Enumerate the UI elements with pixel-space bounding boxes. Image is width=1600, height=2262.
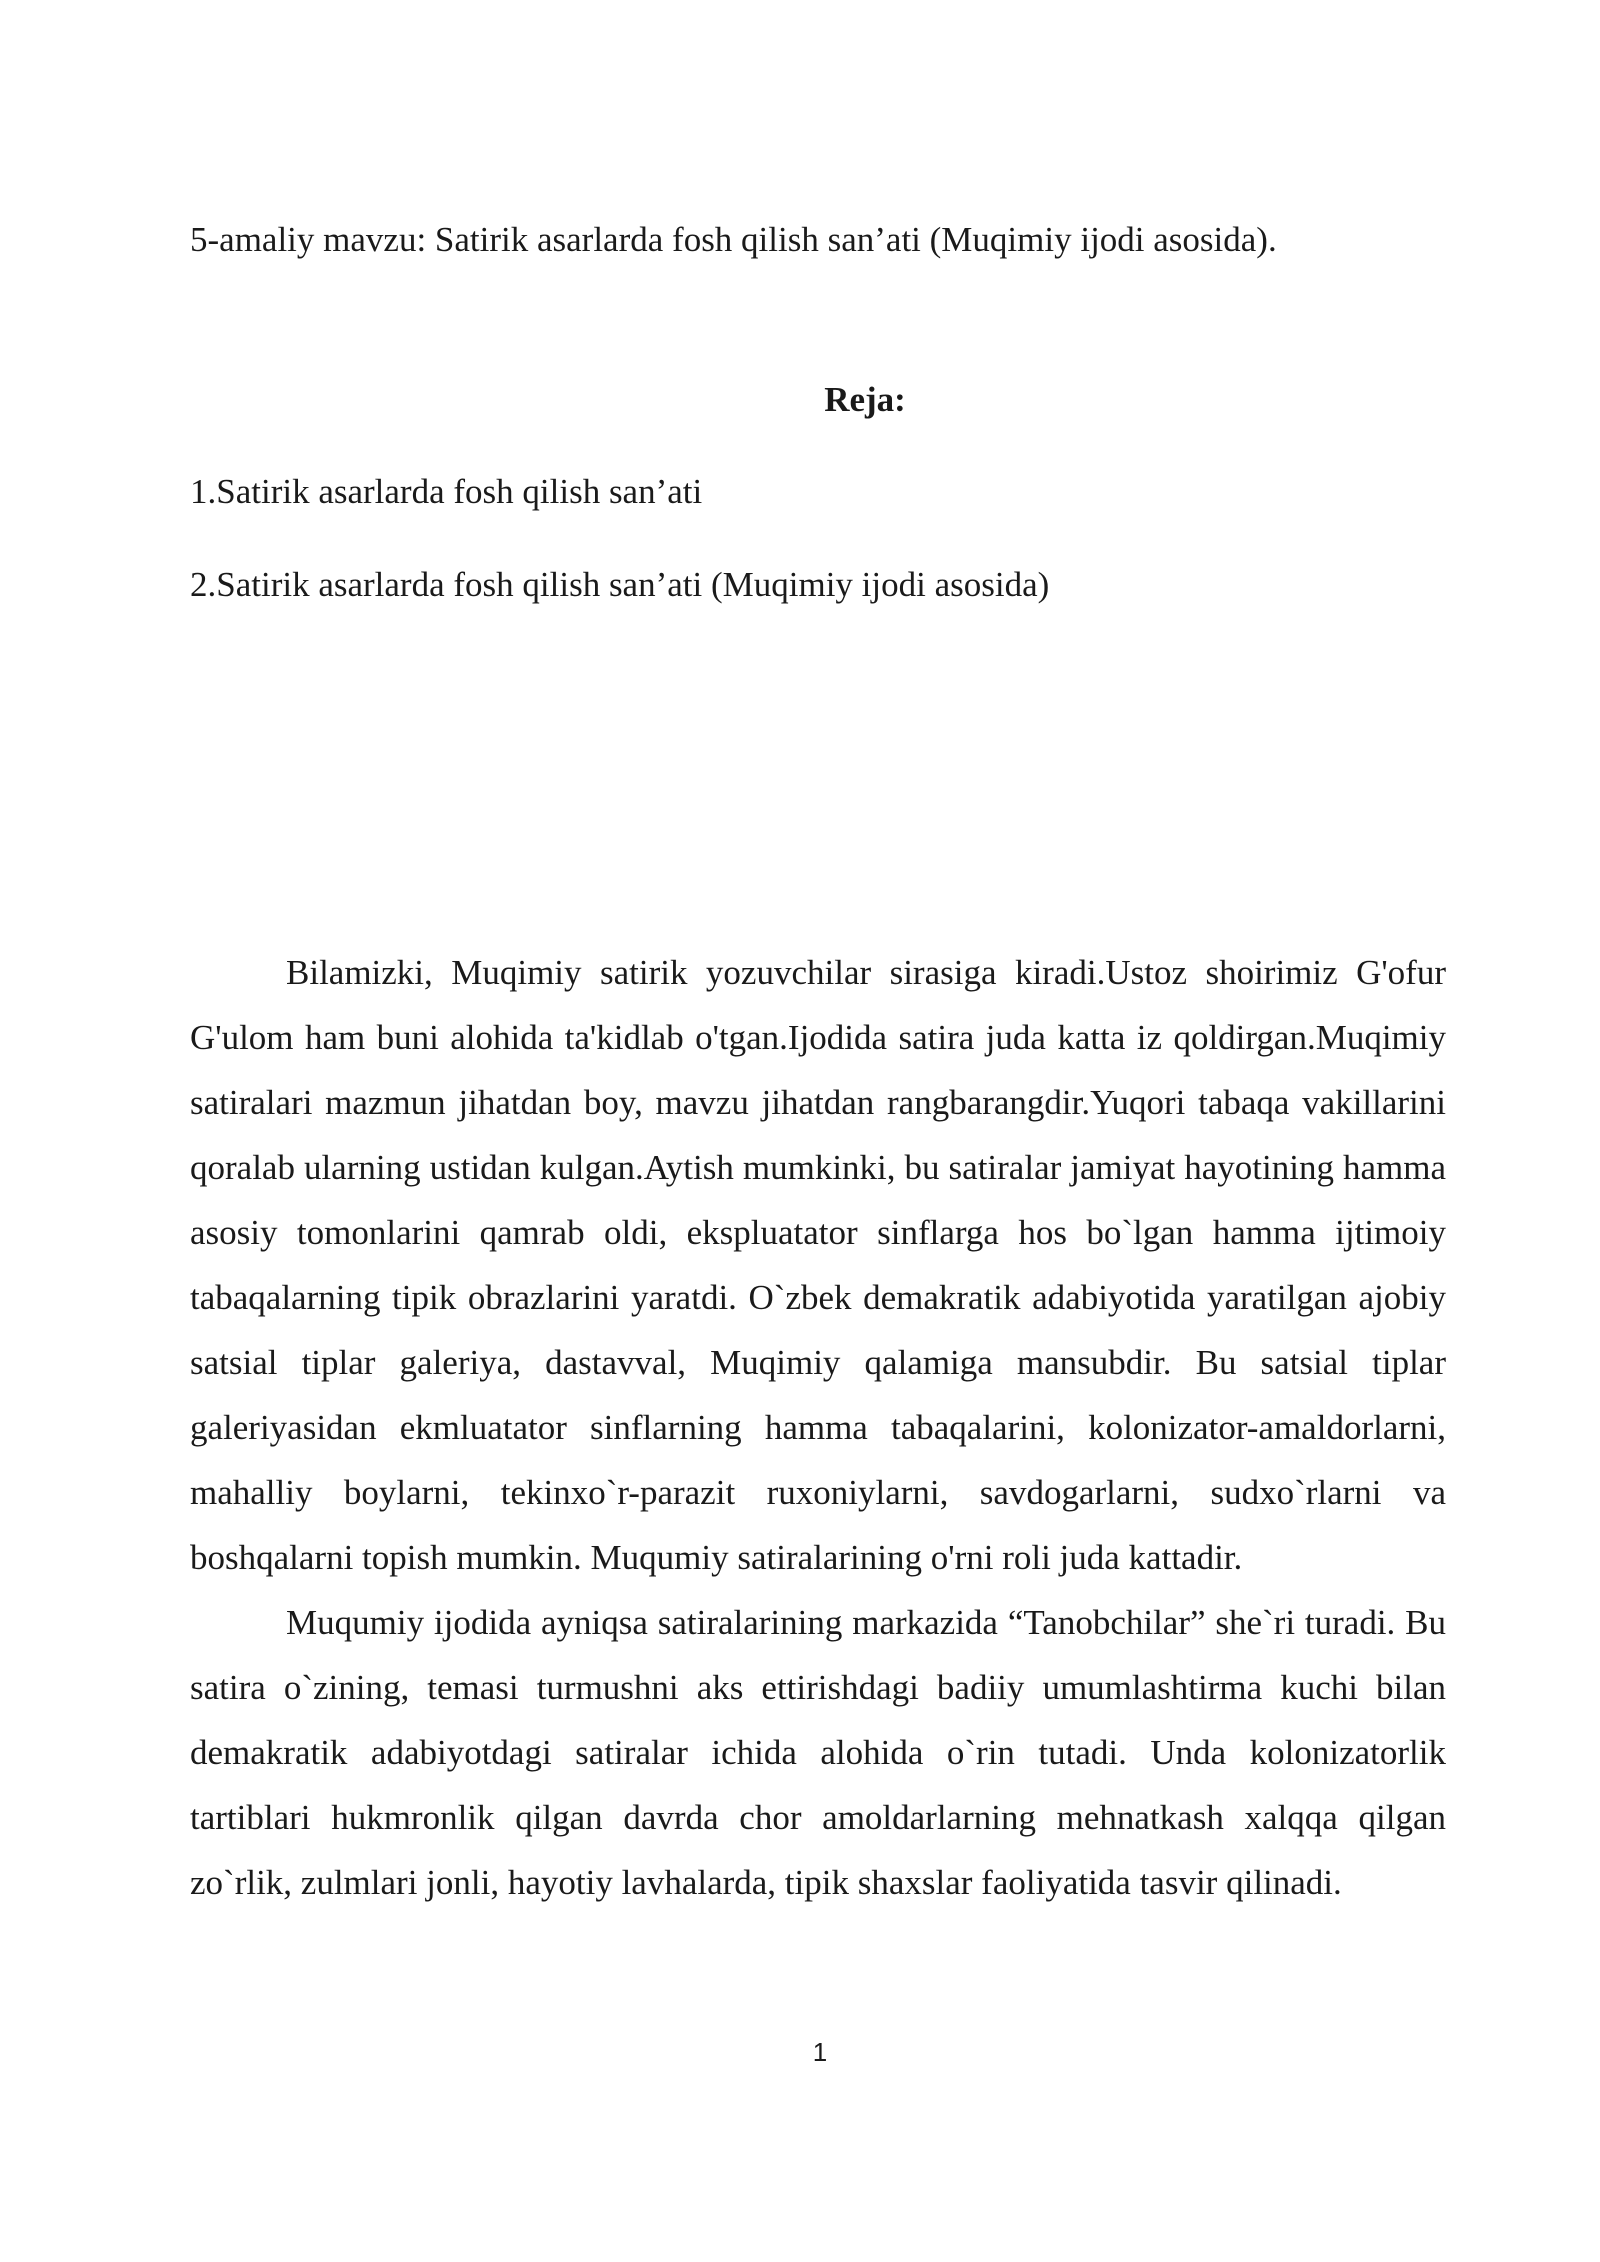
plan-heading: Reja:	[824, 380, 906, 419]
body-paragraph: Bilamizki, Muqimiy satirik yozuvchilar sirasiga kiradi.Ustoz shoirimiz G'ofur G'ulom ham buni alohida ta'kidlab o'tgan.Ijodida satira juda katta iz qoldirgan.Muqimiy satiralari mazmun jihatdan boy, mavzu jihatdan rangbarangdir.Yuqori tabaqa vakillarini qoralab ularning ustidan kulgan.Aytish mumkinki, bu satiralar jamiyat hayotining hamma asosiy tomonlarini qamrab oldi, ekspluatator sinflarga hos bo`lgan hamma ijtimoiy tabaqalarning tipik obrazlarini yaratdi. O`zbek demakratik adabiyotida yaratilgan ajobiy satsial tiplar galeriya, dastavval, Muqimiy qalamiga mansubdir. Bu satsial tiplar galeriyasidan ekmluatator sinflarning hamma tabaqalarini, kolonizator-amaldorlarni, mahalliy boylarni, tekinxo`r-parazit ruxoniylarni, savdogarlarni, sudxo`rlarni va boshqalarni topish mumkin. Muqumiy satiralarining o'rni roli juda kattadir.	[190, 953, 1446, 1577]
body-paragraph: Muqumiy ijodida ayniqsa satiralarining markazida “Tanobchilar” she`ri turadi. Bu satira o`zining, temasi turmushni aks ettirishdagi badiiy umumlashtirma kuchi bilan demakratik adabiyotdagi satiralar ichida alohida o`rin tutadi. Unda kolonizatorlik tartiblari hukmronlik qilgan davrda chor amoldarlarning mehnatkash xalqqa qilgan zo`rlik, zulmlari jonli, hayotiy lavhalarda, tipik shaxslar faoliyatida tasvir qilinadi.	[190, 1603, 1446, 1902]
plan-list	[190, 466, 1049, 652]
plan-item: 2.Satirik asarlarda fosh qilish san’ati (Muqimiy ijodi asosida)	[190, 565, 1050, 604]
topic-title: 5-amaliy mavzu: Satirik asarlarda fosh qilish san’ati (Muqimiy ijodi asosida).	[190, 220, 1277, 259]
page-number: 1	[812, 2037, 828, 2067]
plan-item: 1.Satirik asarlarda fosh qilish san’ati	[190, 472, 703, 511]
body-text	[190, 940, 1446, 1915]
